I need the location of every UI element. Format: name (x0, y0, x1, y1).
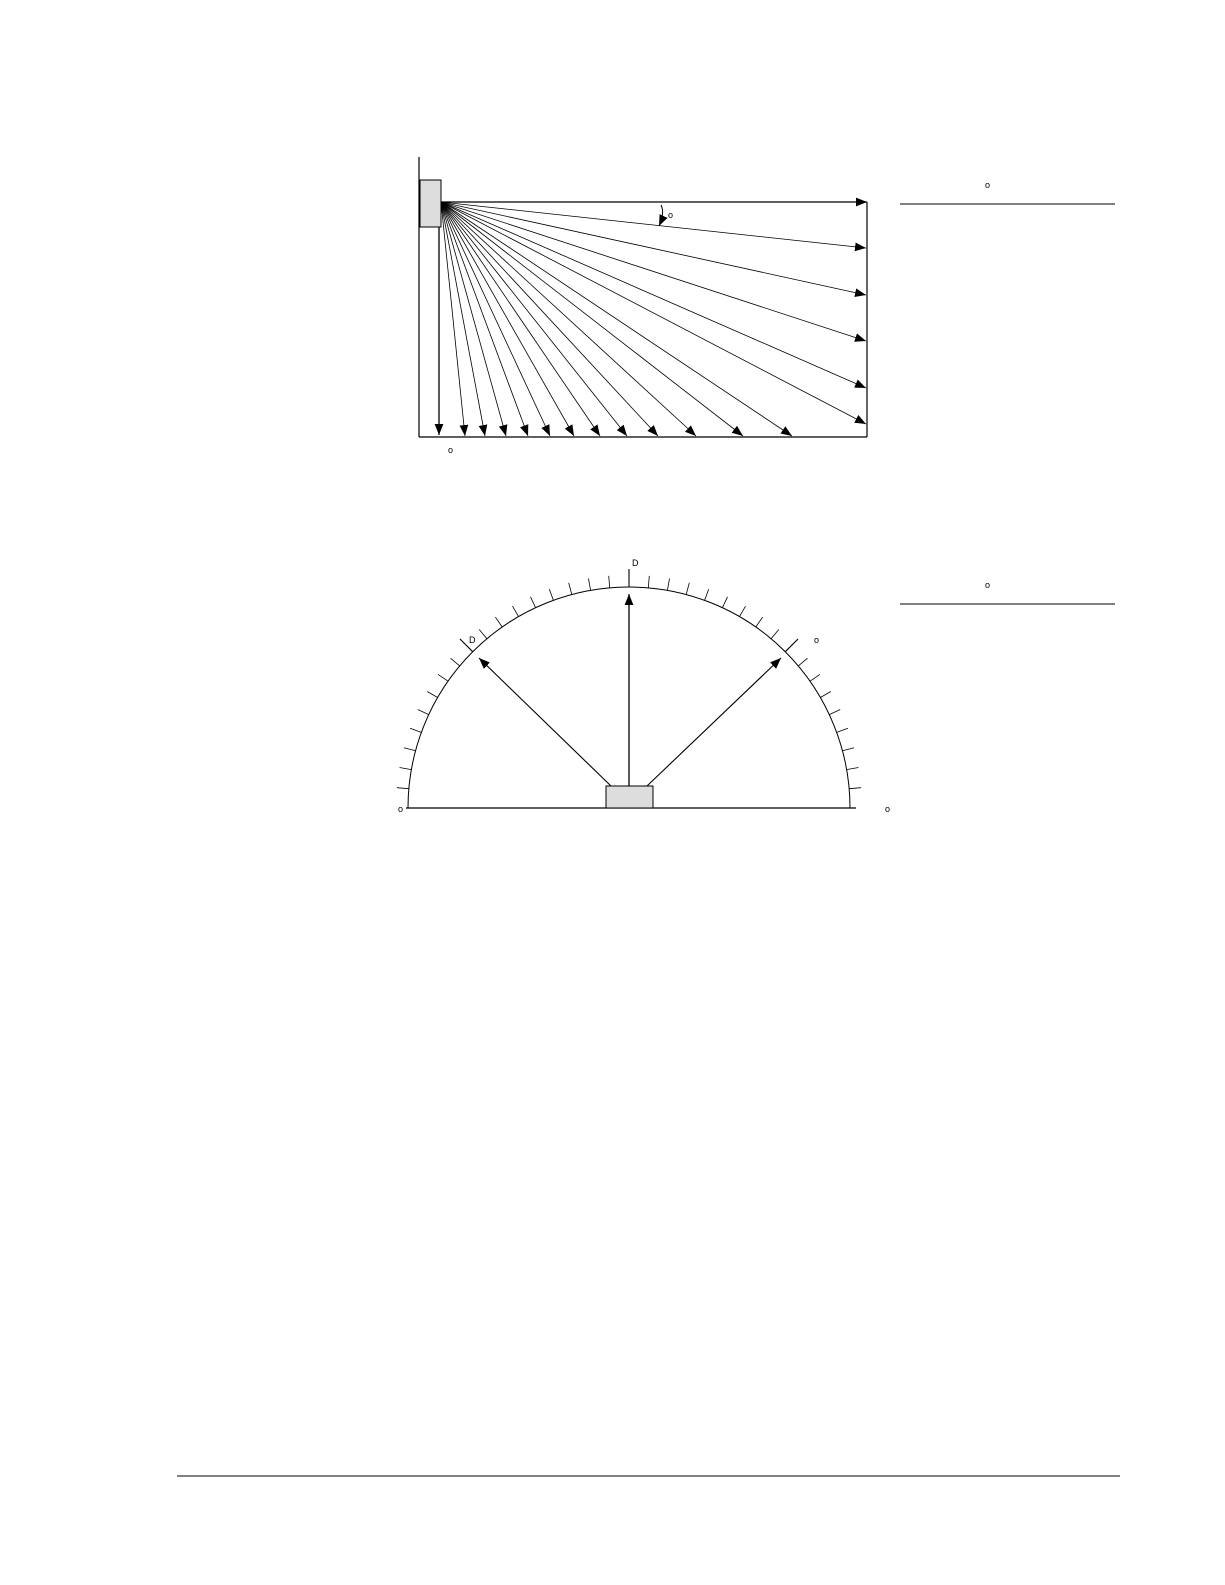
left-angle-label: D (469, 635, 476, 645)
tick-mark-10 (479, 630, 487, 639)
ray-right-2 (441, 202, 866, 295)
tick-mark-2 (400, 768, 412, 770)
ray-right-1 (441, 202, 866, 248)
source-box (420, 180, 441, 227)
top-figure (419, 157, 1115, 455)
tick-mark-27 (785, 639, 798, 652)
tick-mark-8 (451, 658, 460, 666)
tick-mark-25 (756, 617, 763, 627)
angle-label: o (668, 210, 674, 220)
ray-down-12 (441, 202, 792, 436)
tick-mark-20 (667, 579, 669, 591)
top-angle-label: D (632, 558, 639, 568)
bottom-axis-label: o (448, 445, 454, 455)
ray-down-2 (441, 202, 485, 436)
ray-right-4 (441, 202, 866, 388)
ray-right-5 (441, 202, 866, 424)
tick-mark-13 (531, 597, 536, 608)
ray-down-4 (441, 202, 528, 436)
right-angle-label: o (814, 635, 820, 645)
ray-fan (441, 202, 866, 436)
tick-mark-11 (495, 617, 502, 627)
ray-down-10 (441, 202, 696, 436)
tick-mark-4 (410, 728, 421, 732)
tick-mark-28 (798, 658, 807, 666)
tick-mark-17 (609, 576, 610, 588)
tick-mark-7 (438, 674, 448, 681)
tick-mark-12 (513, 606, 519, 616)
tick-mark-30 (820, 692, 830, 698)
tick-mark-6 (427, 692, 437, 698)
source-box-bottom (606, 786, 653, 808)
tick-mark-3 (404, 748, 416, 751)
tick-mark-21 (686, 583, 689, 595)
tick-mark-33 (843, 748, 855, 751)
tick-mark-19 (648, 576, 649, 588)
tick-mark-32 (837, 728, 848, 732)
tick-mark-31 (829, 710, 840, 715)
tick-mark-15 (569, 583, 572, 595)
baseline-right-label: o (885, 804, 891, 814)
baseline-left-label: o (398, 804, 404, 814)
tick-mark-14 (549, 589, 553, 600)
tick-mark-26 (771, 630, 779, 639)
tick-mark-24 (740, 606, 746, 616)
side-rule-bottom-label: o (985, 580, 991, 590)
arrow-left-diagonal (479, 658, 611, 786)
angle-arc (659, 205, 663, 226)
ray-down-11 (441, 202, 743, 436)
tick-mark-29 (810, 674, 820, 681)
ray-right-3 (441, 202, 866, 341)
tick-mark-5 (418, 710, 429, 715)
tick-mark-23 (722, 597, 727, 608)
tick-mark-1 (397, 788, 409, 789)
tick-mark-22 (705, 589, 709, 600)
tick-mark-35 (849, 788, 861, 789)
tick-mark-16 (589, 579, 591, 591)
side-rule-top-label: o (985, 180, 991, 190)
tick-mark-34 (847, 768, 859, 770)
arrow-right-diagonal (647, 658, 781, 786)
bottom-figure (397, 558, 1115, 814)
